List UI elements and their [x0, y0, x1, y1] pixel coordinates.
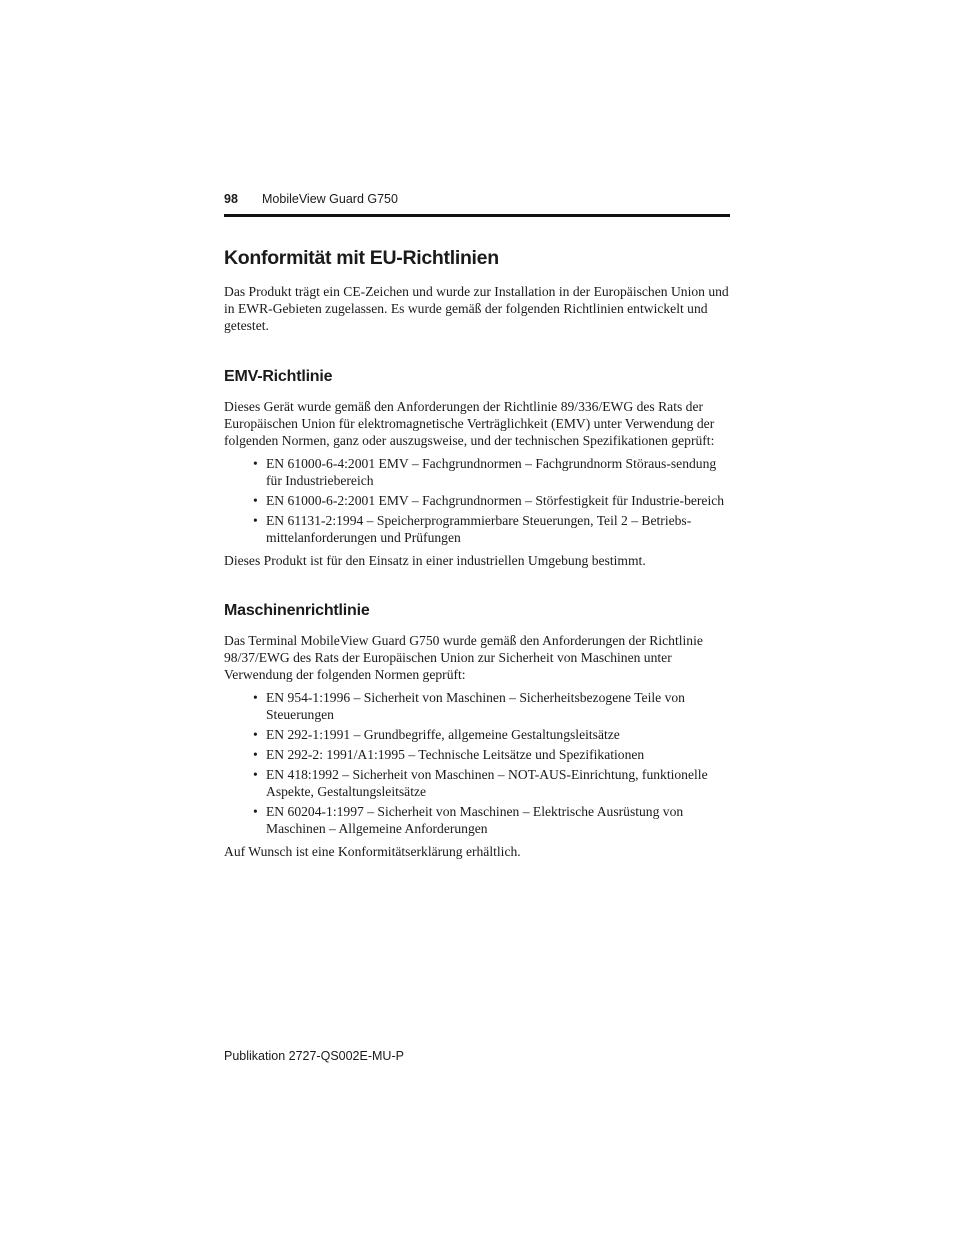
- bullet-icon: •: [253, 456, 258, 471]
- section-heading-emv: EMV-Richtlinie: [224, 368, 333, 385]
- list-item: [224, 512, 730, 546]
- list-item-text: EN 292-1:1991 – Grundbegriffe, allgemeine Gestaltungsleitsätze: [266, 727, 620, 742]
- bullet-icon: •: [253, 804, 258, 819]
- section-closing-emv: Dieses Produkt ist für den Einsatz in einer industriellen Umgebung bestimmt.: [224, 553, 646, 568]
- section-paragraph-maschinen: Das Terminal MobileView Guard G750 wurde gemäß den Anforderungen der Richtlinie 98/37/EWG des Rats der Europäischen Union zur Sicherheit von Maschinen unter Verwendung der folgenden Normen geprüft:: [224, 633, 703, 682]
- bullet-icon: •: [253, 747, 258, 762]
- bullet-icon: •: [253, 493, 258, 508]
- list-item: [224, 726, 730, 743]
- list-item-text: EN 61000-6-2:2001 EMV – Fachgrundnormen – Störfestigkeit für Industrie-bereich: [266, 493, 725, 508]
- list-item-text: EN 61131-2:1994 – Speicherprogrammierbare Steuerungen, Teil 2 – Betriebs-mittelanforderungen und Prüfungen: [266, 513, 692, 545]
- list-item-text: EN 292-2: 1991/A1:1995 – Technische Leitsätze und Spezifikationen: [266, 747, 645, 762]
- section-paragraph-emv: Dieses Gerät wurde gemäß den Anforderungen der Richtlinie 89/336/EWG des Rats der Europäischen Union für elektromagnetische Verträglichkeit (EMV) unter Verwendung der folgenden Normen, ganz oder auszugsweise, und der technischen Spezifikationen geprüft:: [224, 399, 715, 448]
- list-item: [224, 746, 730, 763]
- page-title: Konformität mit EU-Richtlinien: [224, 247, 499, 269]
- page-number: 98: [224, 192, 238, 206]
- standards-list-maschinen: [224, 689, 730, 837]
- list-item: [224, 492, 730, 509]
- list-item-text: EN 954-1:1996 – Sicherheit von Maschinen – Sicherheitsbezogene Teile von Steuerungen: [266, 690, 685, 722]
- section-closing-maschinen: Auf Wunsch ist eine Konformitätserklärung erhältlich.: [224, 844, 521, 859]
- list-item: [224, 455, 730, 489]
- bullet-icon: •: [253, 727, 258, 742]
- standards-list-emv: [224, 455, 730, 546]
- section-maschinen: [224, 600, 730, 860]
- section-heading-maschinen: Maschinenrichtlinie: [224, 602, 370, 619]
- bullet-icon: •: [253, 767, 258, 782]
- list-item: [224, 689, 730, 723]
- bullet-icon: •: [253, 513, 258, 528]
- header-rule: [224, 214, 730, 217]
- list-item: [224, 766, 730, 800]
- list-item-text: EN 418:1992 – Sicherheit von Maschinen – NOT-AUS-Einrichtung, funktionelle Aspekte, Gestaltungsleitsätze: [266, 767, 708, 799]
- section-emv: [224, 366, 730, 569]
- main-content: [224, 244, 730, 860]
- page-header: [224, 192, 730, 210]
- bullet-icon: •: [253, 690, 258, 705]
- list-item-text: EN 61000-6-4:2001 EMV – Fachgrundnormen – Fachgrundnorm Störaus-sendung für Industriebereich: [266, 456, 717, 488]
- list-item-text: EN 60204-1:1997 – Sicherheit von Maschinen – Elektrische Ausrüstung von Maschinen – Allgemeine Anforderungen: [266, 804, 684, 836]
- publication-footer: Publikation 2727-QS002E-MU-P: [224, 1049, 404, 1063]
- intro-paragraph: Das Produkt trägt ein CE-Zeichen und wurde zur Installation in der Europäischen Union und in EWR-Gebieten zugelassen. Es wurde gemäß der folgenden Richtlinien entwickelt und getestet.: [224, 284, 729, 333]
- running-title: MobileView Guard G750: [262, 192, 398, 206]
- list-item: [224, 803, 730, 837]
